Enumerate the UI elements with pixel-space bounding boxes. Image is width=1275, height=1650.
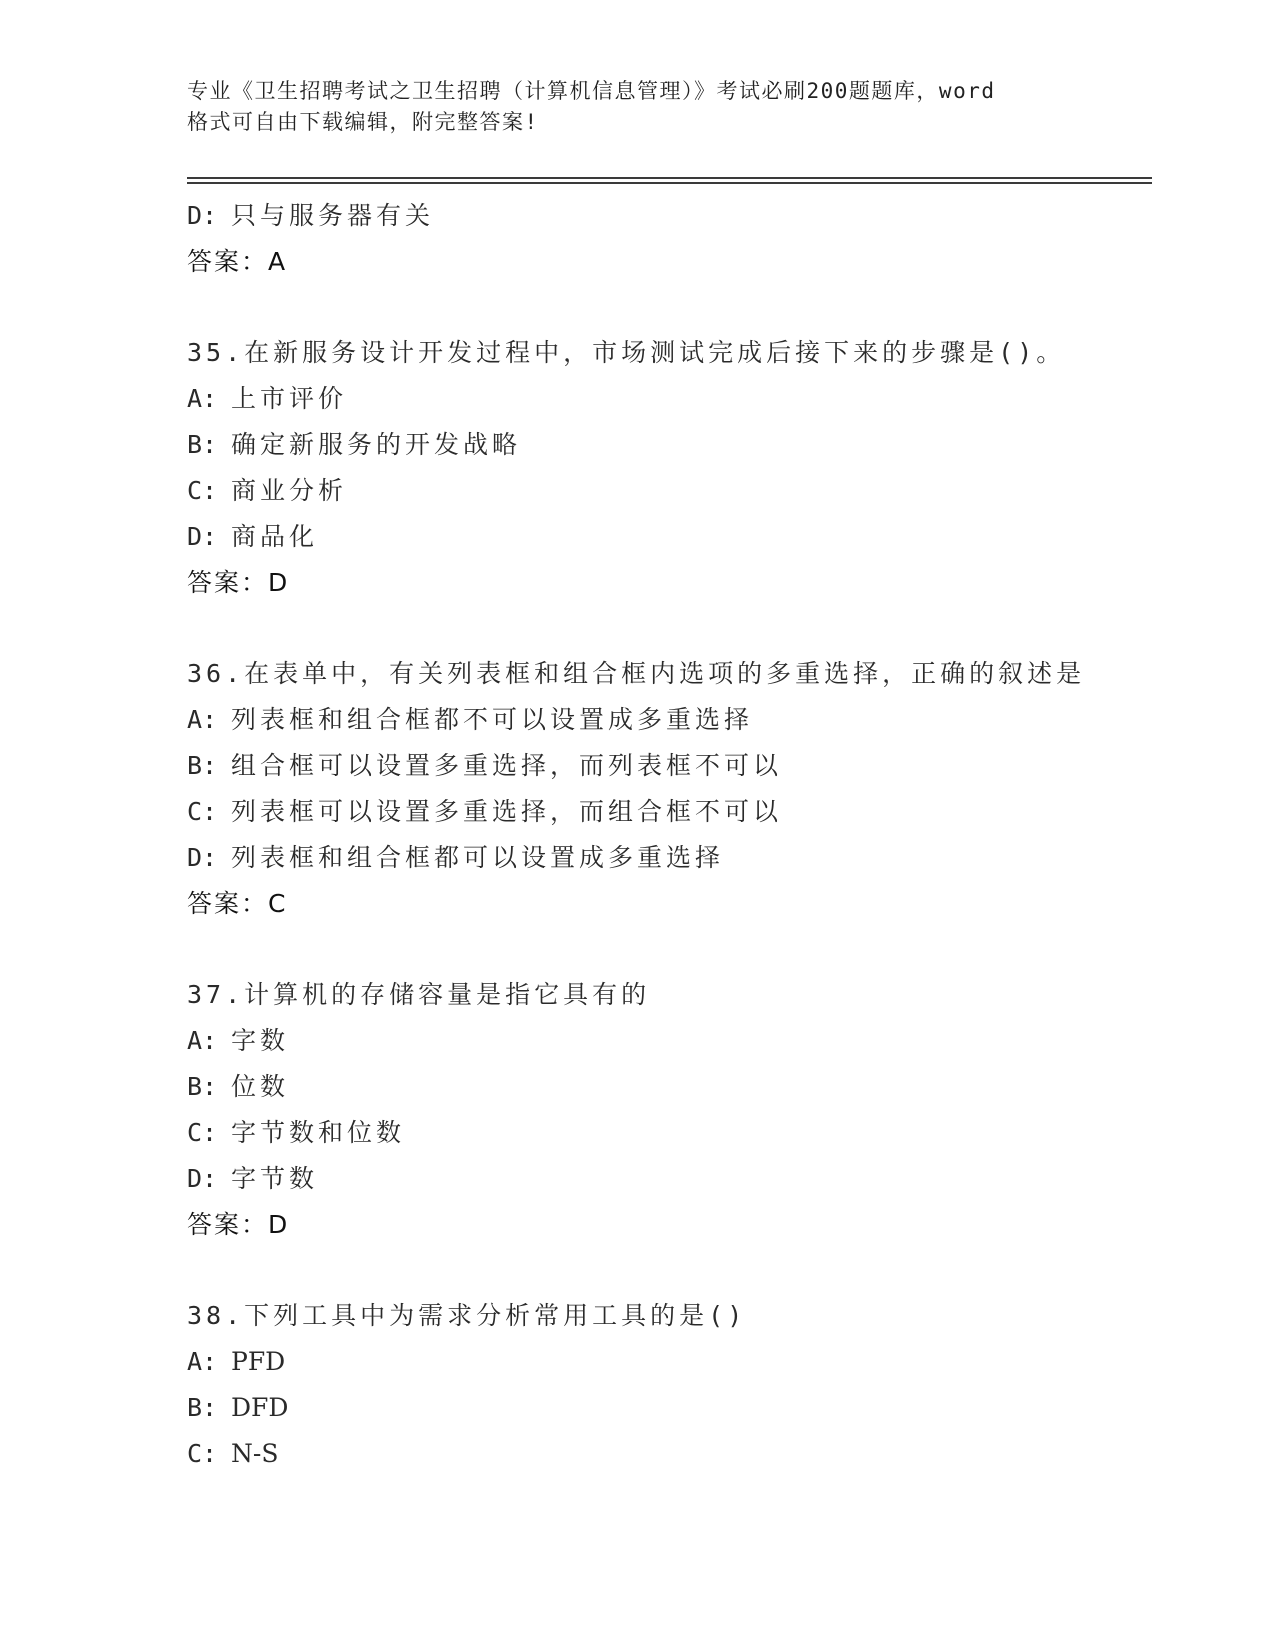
option-letter: B: <box>187 430 218 459</box>
question-38-option-c <box>187 1431 1152 1477</box>
option-letter: D: <box>187 522 218 551</box>
option-text: 字节数和位数 <box>231 1118 406 1147</box>
option-letter: C: <box>187 797 218 826</box>
option-letter: A: <box>187 1347 218 1376</box>
option-text: N-S <box>231 1439 279 1468</box>
header-divider-bottom <box>187 182 1152 184</box>
option-text: 组合框可以设置多重选择，而列表框不可以 <box>231 751 783 780</box>
question-content <box>187 193 1152 1477</box>
option-text: 只与服务器有关 <box>231 201 435 230</box>
option-text: 上市评价 <box>231 384 348 413</box>
question-37-option-d <box>187 1156 1152 1202</box>
question-35-option-a <box>187 376 1152 422</box>
question-35-option-c <box>187 468 1152 514</box>
question-37-stem: 37.计算机的存储容量是指它具有的 <box>187 980 651 1009</box>
option-text: DFD <box>231 1393 289 1422</box>
option-text: 商品化 <box>231 522 319 551</box>
option-text: 确定新服务的开发战略 <box>231 430 522 459</box>
option-letter: D: <box>187 1164 218 1193</box>
option-text: 字数 <box>231 1026 290 1055</box>
option-text: PFD <box>231 1347 286 1376</box>
question-38-option-a <box>187 1339 1152 1385</box>
question-35-answer: 答案：D <box>187 568 290 597</box>
option-letter: D: <box>187 201 218 230</box>
question-35-option-d <box>187 514 1152 560</box>
option-text: 列表框和组合框都不可以设置成多重选择 <box>231 705 754 734</box>
question-37-answer: 答案：D <box>187 1210 290 1239</box>
option-letter: A: <box>187 384 218 413</box>
option-letter: B: <box>187 1393 218 1422</box>
option-letter: C: <box>187 1118 218 1147</box>
header-divider-top <box>187 177 1152 179</box>
question-36-option-d <box>187 835 1152 881</box>
option-text: 列表框和组合框都可以设置成多重选择 <box>231 843 725 872</box>
question-36-option-b <box>187 743 1152 789</box>
question-36-answer: 答案：C <box>187 889 288 918</box>
option-text: 商业分析 <box>231 476 348 505</box>
option-text: 位数 <box>231 1072 290 1101</box>
option-text: 列表框可以设置多重选择，而组合框不可以 <box>231 797 783 826</box>
question-35-stem: 35.在新服务设计开发过程中，市场测试完成后接下来的步骤是()。 <box>187 338 1066 367</box>
question-36-stem: 36.在表单中，有关列表框和组合框内选项的多重选择，正确的叙述是 <box>187 659 1086 688</box>
question-35-option-b <box>187 422 1152 468</box>
header-line-2: 格式可自由下载编辑，附完整答案! <box>187 110 539 134</box>
option-letter: B: <box>187 751 218 780</box>
question-36-option-c <box>187 789 1152 835</box>
prev-answer: 答案：A <box>187 247 288 276</box>
option-letter: C: <box>187 1439 218 1468</box>
prev-option-d <box>187 193 1152 239</box>
document-header <box>187 76 1087 138</box>
question-38-option-b <box>187 1385 1152 1431</box>
question-36-option-a <box>187 697 1152 743</box>
question-38-stem: 38.下列工具中为需求分析常用工具的是() <box>187 1301 747 1330</box>
header-line-1: 专业《卫生招聘考试之卫生招聘（计算机信息管理）》考试必刷200题题库，word <box>187 79 996 103</box>
option-letter: A: <box>187 1026 218 1055</box>
option-letter: C: <box>187 476 218 505</box>
question-37-option-c <box>187 1110 1152 1156</box>
question-37-option-b <box>187 1064 1152 1110</box>
option-letter: D: <box>187 843 218 872</box>
option-letter: B: <box>187 1072 218 1101</box>
option-text: 字节数 <box>231 1164 319 1193</box>
question-37-option-a <box>187 1018 1152 1064</box>
option-letter: A: <box>187 705 218 734</box>
